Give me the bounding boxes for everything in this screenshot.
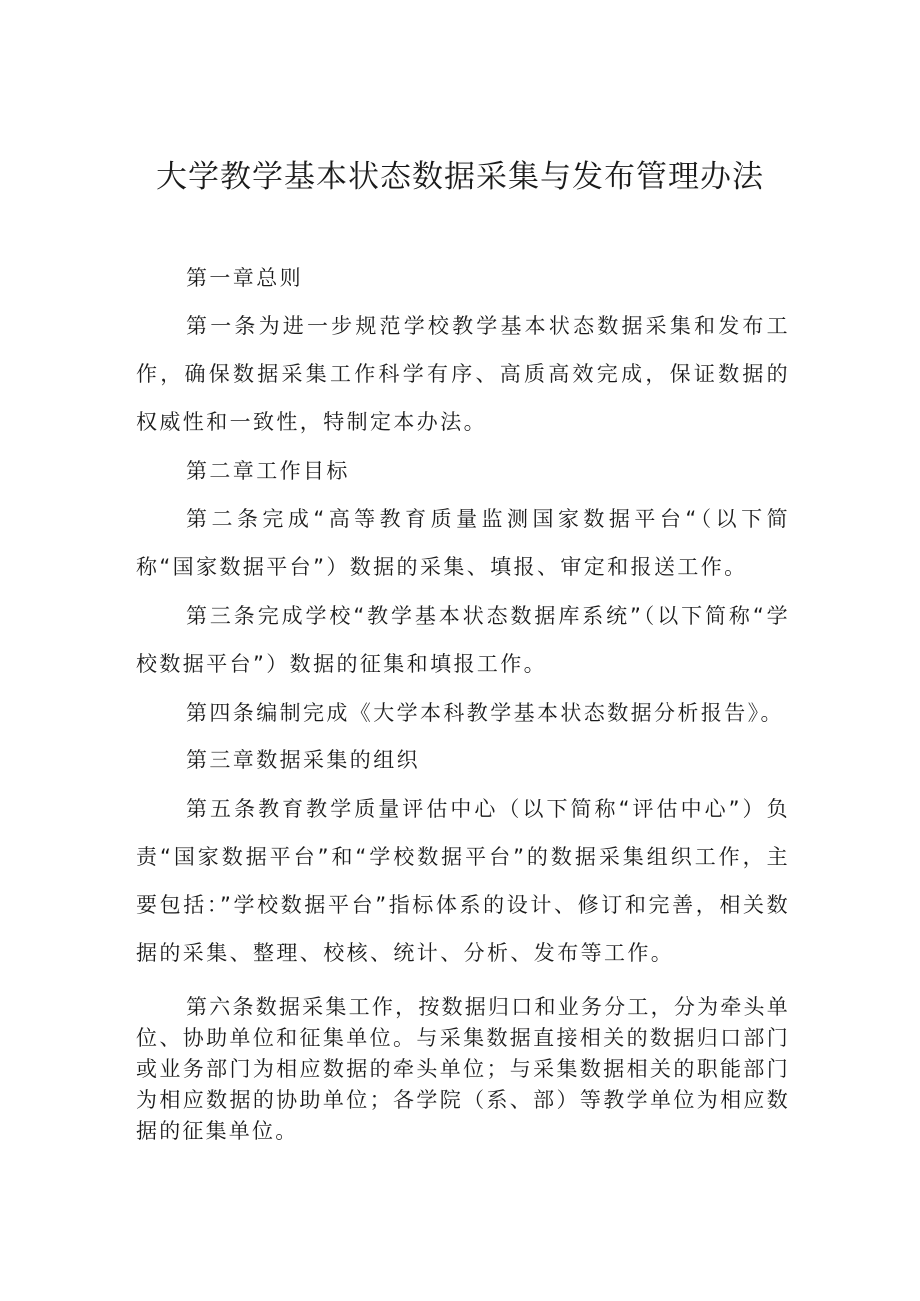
chapter-2-heading: 第二章工作目标	[186, 459, 350, 483]
chapter-3-heading: 第三章数据采集的组织	[186, 748, 420, 772]
article-1: 第一条为进一步规范学校教学基本状态数据采集和发布工作，确保数据采集工作科学有序、高质高效完成，保证数据的权威性和一致性，特制定本办法。	[136, 314, 790, 434]
article-5: 第五条教育教学质量评估中心（以下简称“评估中心”）负责“国家数据平台”和“学校数据平台”的数据采集组织工作，主要包括：”学校数据平台”指标体系的设计、修订和完善，相关数据的采集、整理、校核、统计、分析、发布等工作。	[136, 797, 790, 965]
document-title: 大学教学基本状态数据采集与发布管理办法	[156, 158, 764, 195]
article-3: 第三条完成学校“教学基本状态数据库系统”（以下简称“学校数据平台”）数据的征集和填报工作。	[136, 604, 790, 676]
article-4: 第四条编制完成《大学本科教学基本状态数据分析报告》。	[186, 701, 784, 725]
chapter-1-heading: 第一章总则	[186, 266, 303, 290]
article-6: 第六条数据采集工作，按数据归口和业务分工，分为牵头单位、协助单位和征集单位。与采集数据直接相关的数据归口部门或业务部门为相应数据的牵头单位；与采集数据相关的职能部门为相应数据的协助单位；各学院（系、部）等教学单位为相应数据的征集单位。	[136, 995, 790, 1143]
article-2: 第二条完成“高等教育质量监测国家数据平台“（以下简称“国家数据平台”）数据的采集、填报、审定和报送工作。	[136, 507, 790, 579]
